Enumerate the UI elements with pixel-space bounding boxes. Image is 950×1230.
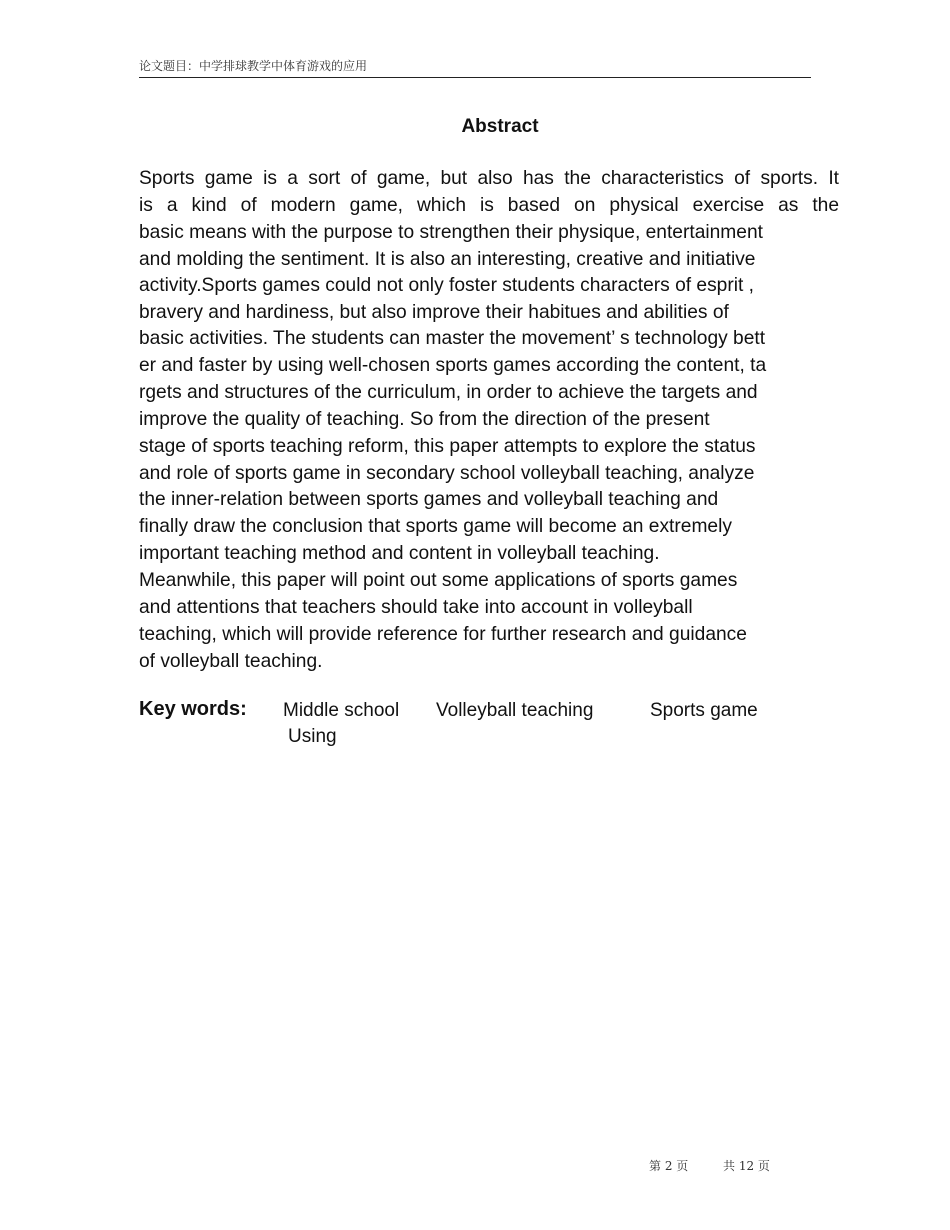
abstract-line: and molding the sentiment. It is also an interesting, creative and initiative [139,249,756,270]
thesis-title-header: 论文题目：中学排球教学中体育游戏的应用 [139,59,368,73]
abstract-line: bravery and hardiness, but also improve their habitues and abilities of [139,302,729,323]
abstract-line: important teaching method and content in volleyball teaching. [139,543,660,564]
abstract-line: and role of sports game in secondary school volleyball teaching, analyze [139,463,755,484]
keyword-item: Volleyball teaching [436,700,594,721]
keyword-item: Middle school [283,700,400,721]
keyword-item: Sports game [650,700,758,721]
abstract-line: Meanwhile, this paper will point out some applications of sports games [139,570,738,591]
abstract-line: basic activities. The students can master the movement’ s technology bett [139,328,766,349]
abstract-line: and attentions that teachers should take into account in volleyball [139,597,693,618]
abstract-line: basic means with the purpose to strengthen their physique, entertainment [139,222,763,243]
abstract-line: Sports game is a sort of game, but also has the characteristics of sports. It [139,168,839,189]
page-number: 第 2 页 [649,1159,689,1173]
abstract-line: finally draw the conclusion that sports game will become an extremely [139,516,732,537]
abstract-title: Abstract [461,116,539,137]
keywords-label: Key words: [139,698,247,720]
abstract-line: rgets and structures of the curriculum, in order to achieve the targets and [139,382,758,403]
abstract-line: activity.Sports games could not only foster students characters of esprit , [139,275,754,296]
keyword-item: Using [288,726,337,747]
page-total: 共 12 页 [723,1159,770,1173]
abstract-line: the inner-relation between sports games and volleyball teaching and [139,489,719,510]
abstract-line: er and faster by using well-chosen sports games according the content, ta [139,355,767,376]
abstract-line: of volleyball teaching. [139,651,323,672]
abstract-line: stage of sports teaching reform, this paper attempts to explore the status [139,436,756,457]
abstract-line: teaching, which will provide reference for further research and guidance [139,624,747,645]
page-header [139,54,811,78]
abstract-line: is a kind of modern game, which is based on physical exercise as the [139,195,839,216]
abstract-line: improve the quality of teaching. So from the direction of the present [139,409,710,430]
